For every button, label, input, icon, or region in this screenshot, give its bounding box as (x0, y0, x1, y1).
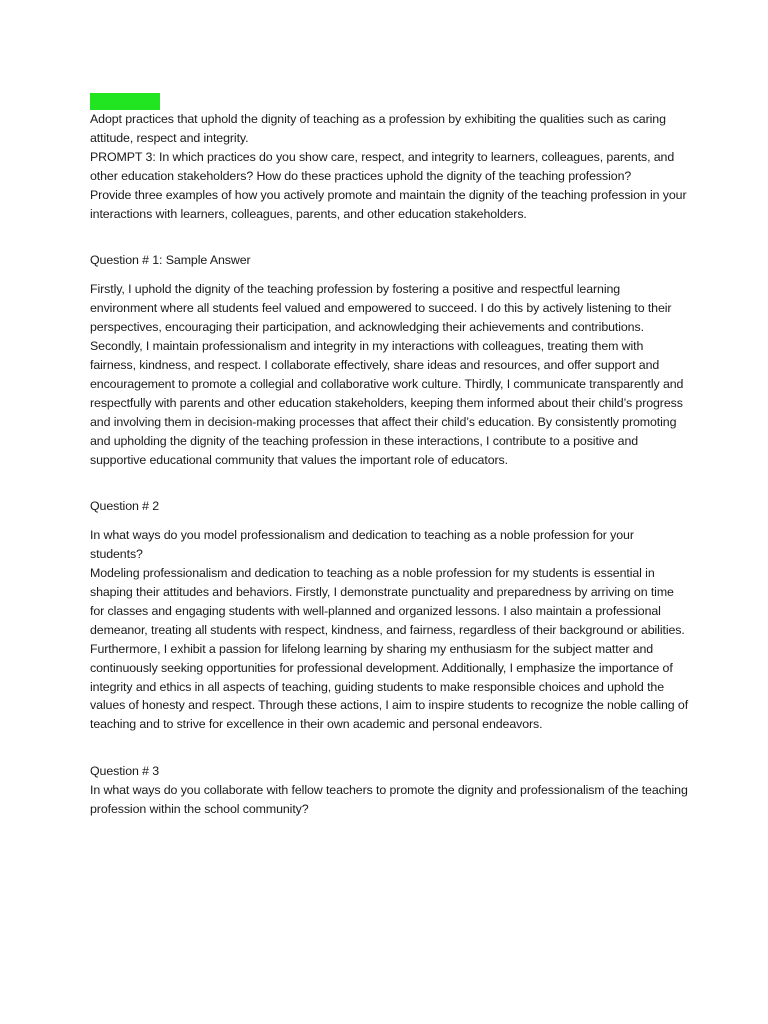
highlighted-text-block (90, 93, 160, 110)
intro-instruction: Provide three examples of how you actively promote and maintain the dignity of the teaching profession in your interactions with learners, colleagues, parents, and other education stakeholders. (90, 187, 687, 221)
document-page (90, 93, 690, 819)
question-1-answer: Firstly, I uphold the dignity of the teaching profession by fostering a positive and respectful learning environment where all students feel valued and empowered to succeed. I do this by actively listening to their perspectives, encouraging their participation, and acknowledging their achievements and contributions. Secondly, I maintain professionalism and integrity in my interactions with colleagues, treating them with fairness, kindness, and respect. I collaborate effectively, share ideas and resources, and offer support and encouragement to promote a collegial and collaborative work culture. Thirdly, I communicate transparently and respectfully with parents and other education stakeholders, keeping them informed about their child’s progress and involving them in decision-making processes that affect their child’s education. By consistently promoting and upholding the dignity of the teaching profession in these interactions, I contribute to a positive and supportive educational community that values the important role of educators. (90, 282, 684, 467)
intro-prompt: PROMPT 3: In which practices do you show care, respect, and integrity to learners, colleagues, parents, and other education stakeholders? How do these practices uphold the dignity of the teaching profession? (90, 149, 675, 183)
question-1-heading: Question # 1: Sample Answer (90, 253, 251, 268)
question-3-text: In what ways do you collaborate with fellow teachers to promote the dignity and professionalism of the teaching profession within the school community? (90, 783, 688, 817)
question-2-answer: Modeling professionalism and dedication to teaching as a noble profession for my students is essential in shaping their attitudes and behaviors. Firstly, I demonstrate punctuality and preparedness by arriving on time for classes and engaging students with well-planned and organized lessons. I also maintain a professional demeanor, treating all students with respect, kindness, and fairness, regardless of their background or abilities. Furthermore, I exhibit a passion for lifelong learning by sharing my enthusiasm for the subject matter and continuously seeking opportunities for professional development. Additionally, I emphasize the importance of integrity and ethics in all aspects of teaching, guiding students to make responsible choices and uphold the values of honesty and respect. Through these actions, I aim to inspire students to recognize the noble calling of teaching and to strive for excellence in their own academic and personal endeavors. (90, 566, 689, 732)
intro-standard: Adopt practices that uphold the dignity of teaching as a profession by exhibiting the qualities such as caring attitude, respect and integrity. (90, 112, 666, 145)
question-2-heading: Question # 2 (90, 499, 160, 514)
question-3-heading: Question # 3 (90, 764, 160, 779)
question-2-text: In what ways do you model professionalism and dedication to teaching as a noble profession for your students? (90, 528, 634, 562)
